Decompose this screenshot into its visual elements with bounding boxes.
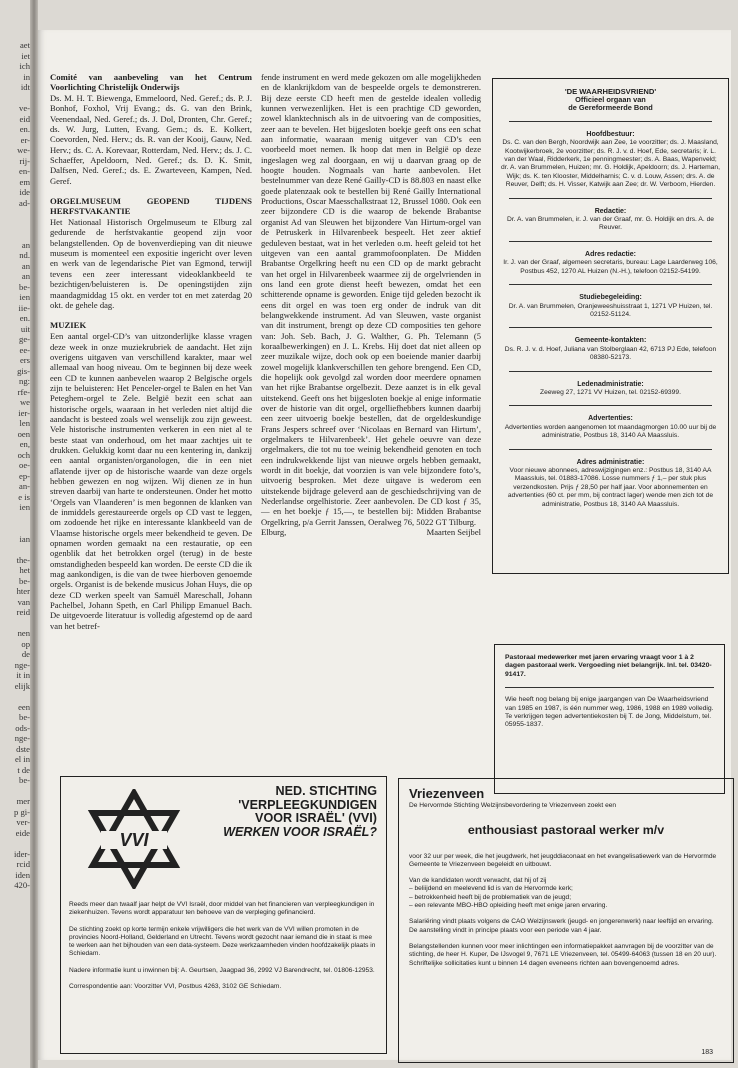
column-1 xyxy=(50,72,252,631)
previous-page-line: nen xyxy=(17,628,30,638)
previous-page-line: e is xyxy=(18,491,30,502)
previous-page-line xyxy=(0,229,30,240)
vriezenveen-requirement-item: – betrokkenheid heeft bij de problematiek van de jeugd; xyxy=(409,893,572,901)
vvi-advertisement xyxy=(60,776,387,1054)
waarheidsvriend-colophon xyxy=(492,78,729,574)
colophon-section-body: Dr. A. van Brummelen, ir. J. van der Graaf, mr. G. Holdijk en drs. A. de Reuver. xyxy=(506,216,715,232)
previous-page-line: eide xyxy=(15,827,30,838)
colophon-section-body: Ds. C. van den Bergh, Noordwijk aan Zee, 1e voorzitter; ds. J. Maasland, Kootwijkerbroek, 2e voorzitter; ds. R. J. v. d. Hoef, Ede, secretaris; ir. L. van der Waal, Ridderkerk, 1e penningmeester; ds. A. Baas, Wapenveld; dr. A. van Brummelen, Huizen; mr. G. Holdijk, Apeldoorn; ds. J. Harteman, Wijk; ds. K. ten Klooster, Middelharnis; C. v. d. Louw, Assen; drs. A. de Reuver, Delft; ds. H. Visser, Katwijk aan Zee; dr. W. Verboom, Hierden. xyxy=(501,139,720,189)
previous-page-line: idt xyxy=(20,82,30,92)
colophon-divider xyxy=(509,371,712,372)
colophon-section-body: Zeeweg 27, 1271 VV Huizen, tel. 02152-69399. xyxy=(540,388,681,396)
previous-page-line: an xyxy=(21,271,30,281)
previous-page-line: en- xyxy=(19,166,30,176)
previous-page-line: be- xyxy=(19,281,30,292)
orgelmuseum-heading: ORGELMUSEUM GEOPEND TIJDENS HERFSTVAKANTIE xyxy=(50,196,252,217)
previous-page-line: er- xyxy=(20,134,30,145)
previous-page-line: ide xyxy=(19,187,30,197)
previous-page-edge xyxy=(0,40,30,1040)
previous-page-line: het xyxy=(19,565,30,575)
orgelmuseum-text: Het Nationaal Historisch Orgelmuseum te Elburg zal gedurende de herfstvakantie geopend zijn voor belangstellenden. Op de bovenverdieping van dit nieuwe museum is momenteel een expositie ingericht over leven en werk van de legendarische Piet van Egmond, terwijl tevens een zeer interessant videoklankbeeld te bezichtigen/beluisteren is. De openingstijden zijn maandagmiddag 15 okt. en verder tot en met zaterdag 20 okt. de gehele dag. xyxy=(50,217,252,310)
article-signature xyxy=(261,527,481,537)
previous-page-line: p gi- xyxy=(14,806,30,817)
previous-page-line: el in xyxy=(14,754,30,764)
vriezenveen-job-title: enthousiast pastoraal werker m/v xyxy=(467,823,665,838)
previous-page-line: ider- xyxy=(13,848,30,859)
colophon-section-body: Advertenties worden aangenomen tot maandagmorgen 10.00 uur bij de administratie, Postbus 18, 3140 AA Maassluis. xyxy=(504,423,717,440)
colophon-section-heading: Redactie: xyxy=(594,207,627,215)
previous-page-line: ers xyxy=(19,355,30,365)
previous-page-line: en. xyxy=(19,313,30,323)
previous-page-line xyxy=(0,838,30,849)
vvi-headline xyxy=(209,785,377,839)
signature-place: Elburg, xyxy=(261,527,287,538)
previous-page-line: gis- xyxy=(17,365,30,376)
previous-page-line: ver- xyxy=(16,817,30,827)
previous-page-line: dste xyxy=(16,743,30,754)
column-2 xyxy=(261,72,481,537)
previous-page-line: en. xyxy=(19,124,30,134)
previous-page-line: be- xyxy=(19,775,30,785)
muziek-heading: MUZIEK xyxy=(50,320,87,331)
previous-page-line: elijk xyxy=(14,680,30,691)
vriezenveen-subtitle: De Hervormde Stichting Welzijnsbevordering te Vriezenveen zoekt een xyxy=(409,802,617,809)
previous-page-line: ich xyxy=(19,61,30,71)
vriezenveen-requirements-intro: Van de kandidaten wordt verwacht, dat hij of zij xyxy=(409,877,547,885)
previous-page-line: de xyxy=(21,649,30,659)
previous-page-line: och xyxy=(17,449,30,460)
muziek-text: Een aantal orgel-CD’s van uitzonderlijke klasse vragen deze week in onze muziekrubriek de aandacht. Het zijn overigens uitgaven van verschillend karakter, maar wel allemaal van hoog niveau. Om te beginnen bij deze week een CD te kunnen aanbevelen waarop 2 Belgische orgels zijn te beluisteren: Het Penceler-orgel te Balen en het Van Peteghem-orgel te Zele. België bezit een schat aan historische orgels, waaraan in het verleden niet altijd die aandacht is besteed zoals wel wenselijk zou zijn geweest. Vele historische instrumenten verkeren in een niet al te beste staat van onderhoud, om het maar zachtjes uit te drukken. Gelukkig komt daar nu een kentering in, dankzij een aantal organisten/organologen, die in een niet aflatende ijver op de historische waarde van deze orgels hebben gewezen en nog wijzen. Wij dienen ze in hun streven daarbij van harte te ondersteunen. Onder het motto ‘Orgels van Vlaanderen’ is men begonnen de klanken van de inmiddels gerestaureerde orgels op CD vast te leggen, om zodoende het rijke en interessante klankbeeld van de Vlaamse historische orgels meer bekendheid te geven. De opnamen worden gemaakt na een restauratie, op een ogenblik dat het betrokken orgel (terug) in de beste omstandigheden bespeeld kan worden. De eerste CD die ik mag aankondigen, is die van de twee hierboven genoemde orgels. Organist is de bekende musicus Johan Huys, die op deze CD werken speelt van Samuël Mareschall, Johann Pachelbel, Johann Speth, en Carl Philipp Emanuel Bach. De uitgevoerde literatuur is volledig afgestemd op de aard van het betref- xyxy=(50,331,252,631)
vvi-paragraph-3: Nadere informatie kunt u inwinnen bij: A. Geurtsen, Jaagpad 36, 2992 VJ Barendrecht, tel. 01806-12953. xyxy=(69,966,375,974)
vvi-paragraph-2: De stichting zoekt op korte termijn enkele vrijwilligers die het werk van de VVI willen promoten in de provincies Noord-Holland, Gelderland en Utrecht. Tevens wordt gezocht naar iemand die in staat is mee te werken aan het bijhouden van een data-systeem. Deze werkzaamheden vinden hoofdzakelijk plaats in Schiedam. xyxy=(69,925,376,958)
previous-page-line: we- xyxy=(17,145,30,155)
colophon-divider xyxy=(509,198,712,199)
previous-page-line: it in xyxy=(16,670,30,680)
previous-page-line: ng: xyxy=(19,376,30,386)
previous-page-line: ge- xyxy=(19,334,30,344)
previous-page-line: ve- xyxy=(19,103,30,113)
colophon-subtitle-2: de Gereformeerde Bond xyxy=(568,103,653,113)
previous-page-line: iie- xyxy=(18,302,30,313)
previous-page-line: be- xyxy=(19,712,30,722)
vriezenveen-paragraph-4: Belangstellenden kunnen voor meer inlichtingen een informatiepakket aanvragen bij de voorzitter van de stichting, de heer H. Kuper, De IJsvogel 9, 7671 LE Vriezenveen, tel. 05499-64063 (tussen 18 en 20 uur). Schriftelijke sollicitaties kunt u binnen 14 dagen eveneens richten aan bovengenoemd adres. xyxy=(409,942,717,967)
previous-page-line: t de xyxy=(17,764,30,775)
previous-page-line: rfe- xyxy=(17,386,30,397)
colophon-section-body: Voor nieuwe abonnees, adreswijzigingen enz.: Postbus 18, 3140 AA Maassluis, tel. 01883-17086. Losse nummers ƒ 1,– per stuk plus verzendkosten. Prijs ƒ 28,50 per half jaar. Voor abonnementen en advertenties (60 ct. per mm, bij contract lager) wende men zich tot de administratie, Postbus 18, 3140 AA Maassluis. xyxy=(507,466,714,508)
vvi-star-logo-icon xyxy=(71,789,197,889)
colophon-divider xyxy=(509,405,712,406)
previous-page-line: ad- xyxy=(19,197,30,208)
previous-page-line: rij- xyxy=(19,155,30,166)
previous-page-line: the- xyxy=(16,554,30,565)
previous-page-line: een xyxy=(18,701,30,712)
previous-page-line: uit xyxy=(20,323,30,334)
vriezenveen-requirement-item: – beliijdend en meelevend lid is van de Hervormde kerk; xyxy=(409,885,573,893)
previous-page-line xyxy=(0,523,30,534)
colophon-section-body: Dr. A. van Brummelen, Oranjeweeshuisstraat 1, 1271 VP Huizen, tel. 02152-51124. xyxy=(508,302,713,318)
previous-page-line: eid xyxy=(19,113,30,124)
pastoraal-classified-ad xyxy=(494,644,725,794)
vriezenveen-paragraph-1: voor 32 uur per week, die het jeugdwerk, het jeugddiaconaat en het evangelisatiewerk van de Hervormde Gemeente te Vriezenveen begeleidt en uitbouwt. xyxy=(409,852,717,868)
comite-heading: Comité van aanbeveling van het Centrum Voorlichting Christelijk Onderwijs xyxy=(50,72,252,92)
colophon-section-body: Ir. J. van der Graaf, algemeen secretaris, bureau: Lage Laarderweg 106, Postbus 452, 1270 AL Huizen (N.-H.), telefoon 02152-54199. xyxy=(503,259,718,275)
pastoraal-ad-text: Pastoraal medewerker met jaren ervaring vraagt voor 1 à 2 dagen pastoraal werk. Vergoeding niet belangrijk. Inl. tel. 03420-91417. xyxy=(505,654,712,678)
comite-text: Ds. M. H. T. Biewenga, Emmeloord, Ned. Geref.; ds. P. J. Bonhof, Foxhol, Vrij Evang.; ds. G. van den Brink, Veenendaal, Ned. Geref.; ds. J. Dol, Dronten, Chr. Geref.; ds. W. Jurg, Lutten, Evang. Gem.; ds. E. Kolkert, Coevorden, Ned. Herv.; ds. R. van der Kooij, Gauw, Ned. Herv.; ds. C. A. Korevaar, Rotterdam, Ned. Herv.; ds. J. C. Schaeffer, Apeldoorn, Ned. Geref.; ds. D. K. Smit, Dalfsen, Ned. Geref.; ds. E. Zwarteveen, Kampen, Ned. Geref. xyxy=(50,93,252,186)
previous-page-line: ee- xyxy=(19,344,30,355)
previous-page-line: van xyxy=(17,596,30,607)
vriezenveen-requirement-item: – een relevante MBO-HBO opleiding heeft met enige jaren ervaring. xyxy=(409,902,608,910)
previous-page-line: mer xyxy=(16,796,30,806)
vvi-logo-text: VVI xyxy=(119,830,149,850)
previous-page-line: an- xyxy=(19,481,30,491)
jaargangen-ad-text: Wie heeft nog belang bij enige jaargangen van De Waarheidsvriend van 1985 en 1987, is één nummer weg, 1986, 1988 en 1989 volledig. Te verkrijgen tegen advertentiekosten bij T. de Jong, Middelstum, tel. 05955-1837. xyxy=(505,696,714,729)
previous-page-line xyxy=(0,93,30,104)
vriezenveen-title: Vriezenveen xyxy=(409,786,485,801)
vvi-headline-2: 'VERPLEEGKUNDIGEN xyxy=(238,797,377,812)
muziek-continued-text: fende instrument en werd mede gekozen om alle mogelijkheden en de klankrijkdom van de bespeelde orgels te demonstreren. Bij deze eerste CD heeft men de gestelde idealen volledig kunnen verwezenlijken. Het is een prachtige CD geworden, zowel klanktechnisch als in de uitvoering van de composities, zeer aan te bevelen. Het bijgesloten boekje geeft ons een schat aan informatie, waaraan menig uitgever van CD’s een voorbeeld moet nemen. Ik hoop dat men in België op deze ingeslagen weg zal doorgaan, en wij u daarvan graag op de hoogte houden. Nogmaals van harte aanbevolen. Het bestelnummer van deze René Gailly-CD is 88.803 en naast elke goede platenzaak ook te bestellen bij René Gailly International Productions, Oscar Maesschalkstraat 12, Brussel 1080. Ook een zeer bijzondere CD is die waarop de bekende Brabantse organist Ad van Sleuwen het bijzondere Van Hirtum-orgel van de Petruskerk in Hilvarenbeek bespeelt. Het zeer aktief geduleven bestaat, wat in het verleden o.m. heeft geleid tot het uitgeven van een aantal grammofoonplaten. De Midden Brabantse Orgelkring heeft nu een CD op de markt gebracht van het orgel in Hilvarenbeek waarmee zij de orgelvrienden in ons land een grote dienst heeft bewezen, omdat het een schitterende opname is geworden. Enige tijd geleden bezocht ik eens dit orgel en was toen erg onder de indruk van dit belangwekkende instrument. Ad van Sleuwen, vaste organist van dit instrument, brengt op deze CD composities ten gehore van: Joh. Seb. Bach, J. G. Walther, G. Ph. Telemann (5 koraalbewerkingen) en J. L. Krebs. Hij doet dat niet alleen op zeer muzikale wijze, doch ook op een boeiende manier daarbij zowel mogelijk klankverschillen ten gehore brengend. Een CD, die hopelijk ook gevolgd zal worden door meerdere opnamen van het rijke Brabantse orgelbezit. Deze aanzet is in elk geval uitstekend. Geeft ons het bijgesloten boekje al enige informatie over de historie van dit orgel, orgelliefhebbers kunnen daarbij een zeer uitvoerig boekje bestellen, dat de orgeldeskundige Frans Jespers schreef over ‘Nicolaas en Bernard van Hirtum’, orgelmakers te Hilvarenbeek’. Het gehele oeuvre van deze orgelmakers, die tot nu toe weinig bekendheid genoten en toch een indrukwekkende lijst van nieuwe orgels hebben gemaakt, wordt in dit boekje, dat voorzien is van vele bijzondere foto’s, uitvoerig besproken. Met deze uitgave is wederom een uitstekende bijdrage geleverd aan de geschiedschrijving van de Nederlandse orgelhistorie. Zeer aanbevolen. De CD kost ƒ 35,— en het boekje ƒ 15,—, te bestellen bij: Midden Brabantse Orgelkring, p/a Gerrit Janssen, Oeralweg 76, 5022 GT Tilburg. xyxy=(261,72,481,527)
previous-page-line xyxy=(0,513,30,524)
colophon-section-heading: Hoofdbestuur: xyxy=(586,130,635,138)
colophon-subtitle-1: Officieel orgaan van xyxy=(575,95,646,104)
previous-page-line: ien xyxy=(19,292,30,302)
colophon-sections xyxy=(493,131,728,509)
previous-page-line xyxy=(0,544,30,555)
colophon-section-heading: Adres administratie: xyxy=(576,458,645,466)
previous-page-line: iet xyxy=(21,50,30,61)
colophon-section-heading: Studiebegeleiding: xyxy=(579,294,642,302)
vvi-headline-3: VOOR ISRAËL' (VVI) xyxy=(255,811,377,826)
previous-page-line: nd. xyxy=(19,250,30,260)
colophon-divider xyxy=(509,327,712,328)
vriezenveen-advertisement xyxy=(398,778,734,1063)
previous-page-line: oe- xyxy=(19,460,30,470)
colophon-section-heading: Gemeente-kontakten: xyxy=(574,337,647,345)
vvi-paragraph-4: Correspondentie aan: Voorzitter VVI, Postbus 4263, 3102 GE Schiedam. xyxy=(69,983,282,991)
previous-page-line xyxy=(0,208,30,219)
colophon-divider xyxy=(509,241,712,242)
previous-page-line: em xyxy=(19,176,30,187)
previous-page-line: len xyxy=(19,418,30,428)
previous-page-line: 420- xyxy=(14,880,30,890)
colophon-section-body: Ds. R. J. v. d. Hoef, Juliana van Stolberglaan 42, 6713 PJ Ede, telefoon 08380-52173. xyxy=(504,345,717,362)
colophon-section-heading: Ledenadministratie: xyxy=(577,380,644,388)
previous-page-line: an xyxy=(21,260,30,271)
vriezenveen-paragraph-3: Salariëring vindt plaats volgens de CAO Welzijnswerk (jeugd- en jongerenwerk) naar leeftijd en ervaring. De aanstelling vindt in principe plaats voor een periode van 4 jaar. xyxy=(409,918,714,934)
previous-page-line: ep- xyxy=(19,470,30,481)
colophon-divider xyxy=(509,284,712,285)
previous-page-line: aet xyxy=(19,40,30,50)
vvi-paragraph-1: Reeds meer dan twaalf jaar helpt de VVI Israël, door middel van het financieren van verpleegkundigen in ziekenhuizen. Tevens wordt apparatuur ten behoeve van de verpleging gefinancierd. xyxy=(69,901,375,917)
previous-page-line: ods- xyxy=(15,722,30,733)
previous-page-line: op xyxy=(21,638,30,649)
previous-page-line: reid xyxy=(16,607,30,617)
previous-page-line xyxy=(0,691,30,702)
vvi-body xyxy=(69,901,378,999)
signature-author: Maarten Seijbel xyxy=(426,527,481,538)
colophon-section-heading: Adres redactie: xyxy=(585,250,636,258)
previous-page-line: nge- xyxy=(14,733,30,743)
vvi-headline-1: NED. STICHTING xyxy=(275,784,377,798)
previous-page-line: ian xyxy=(19,533,30,544)
classified-divider xyxy=(505,687,714,688)
previous-page-line: iden xyxy=(15,869,30,880)
vvi-headline-4: WERKEN VOOR ISRAËL? xyxy=(223,824,377,839)
vriezenveen-requirements xyxy=(409,885,723,910)
page-binding xyxy=(30,0,38,1068)
colophon-title: 'DE WAARHEIDSVRIEND' xyxy=(564,87,657,96)
previous-page-line: be- xyxy=(19,575,30,586)
previous-page-line: hter xyxy=(16,586,30,596)
previous-page-line: en, xyxy=(19,439,30,449)
previous-page-line xyxy=(0,618,30,629)
previous-page-line: rcid xyxy=(16,859,30,869)
previous-page-line: in xyxy=(23,71,30,82)
previous-page-line: oen xyxy=(17,428,30,439)
colophon-section-heading: Advertenties: xyxy=(588,415,633,423)
page-number: 183 xyxy=(701,1049,713,1056)
newspaper-page xyxy=(38,30,731,1060)
colophon-divider xyxy=(509,121,712,122)
previous-page-line: an xyxy=(21,239,30,250)
colophon-divider xyxy=(509,449,712,450)
previous-page-line xyxy=(0,786,30,797)
previous-page-line: ier- xyxy=(18,407,30,418)
previous-page-line: we xyxy=(19,397,30,407)
previous-page-line: nge- xyxy=(14,659,30,670)
previous-page-line xyxy=(0,219,30,230)
previous-page-line: ien xyxy=(19,502,30,512)
